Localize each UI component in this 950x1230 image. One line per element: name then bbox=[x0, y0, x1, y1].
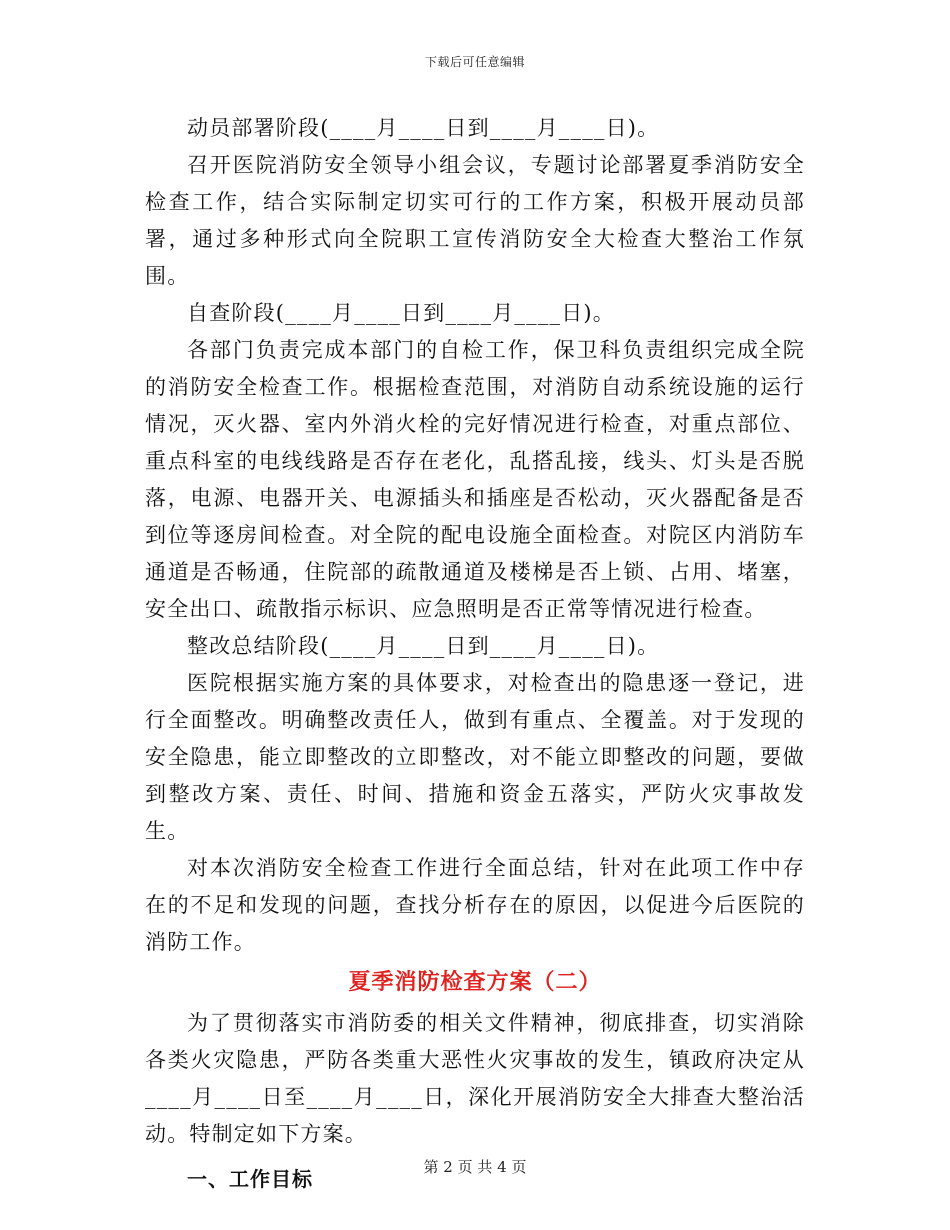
paragraph-self-check-detail: 各部门负责完成本部门的自检工作，保卫科负责组织完成全院的消防安全检查工作。根据检查范围，对消防自动系统设施的运行情况，灭火器、室内外消火栓的完好情况进行检查，对重点部位、重点科室的电线线路是否存在老化，乱搭乱接，线头、灯头是否脱落，电源、电器开关、电源插头和插座是否松动，灭火器配备是否到位等逐房间检查。对全院的配电设施全面检查。对院区内消防车通道是否畅通，住院部的疏散通道及楼梯是否上锁、占用、堵塞，安全出口、疏散指示标识、应急照明是否正常等情况进行检查。 bbox=[145, 338, 805, 621]
subheading-work-goals: 一、工作目标 bbox=[187, 1167, 313, 1191]
section-title: 夏季消防检查方案（二） bbox=[348, 970, 602, 995]
page-footer: 第 2 页 共 4 页 bbox=[423, 1158, 527, 1176]
paragraph-section-intro: 为了贯彻落实市消防委的相关文件精神，彻底排查，切实消除各类火灾隐患，严防各类重大恶性火灾事故的发生，镇政府决定从____月____日至____月____日，深化开展消防安全大排查大整治活动。特制定如下方案。 bbox=[145, 1011, 805, 1146]
page-header: 下载后可任意编辑 bbox=[424, 55, 525, 69]
paragraph-rectification-detail: 医院根据实施方案的具体要求，对检查出的隐患逐一登记，进行全面整改。明确整改责任人，做到有重点、全覆盖。对于发现的安全隐患，能立即整改的立即整改，对不能立即整改的问题，要做到整改方案、责任、时间、措施和资金五落实，严防火灾事故发生。 bbox=[145, 671, 805, 843]
paragraph-mobilization-stage: 动员部署阶段(____月____日到____月____日)。 bbox=[187, 116, 660, 140]
paragraph-self-check-stage: 自查阶段(____月____日到____月____日)。 bbox=[187, 301, 615, 325]
paragraph-rectification-stage: 整改总结阶段(____月____日到____月____日)。 bbox=[187, 634, 660, 658]
paragraph-mobilization-detail: 召开医院消防安全领导小组会议，专题讨论部署夏季消防安全检查工作，结合实际制定切实可行的工作方案，积极开展动员部署，通过多种形式向全院职工宣传消防安全大检查大整治工作氛围。 bbox=[145, 153, 805, 288]
paragraph-summary: 对本次消防安全检查工作进行全面总结，针对在此项工作中存在的不足和发现的问题，查找分析存在的原因，以促进今后医院的消防工作。 bbox=[145, 856, 805, 954]
document-body bbox=[145, 110, 805, 1197]
